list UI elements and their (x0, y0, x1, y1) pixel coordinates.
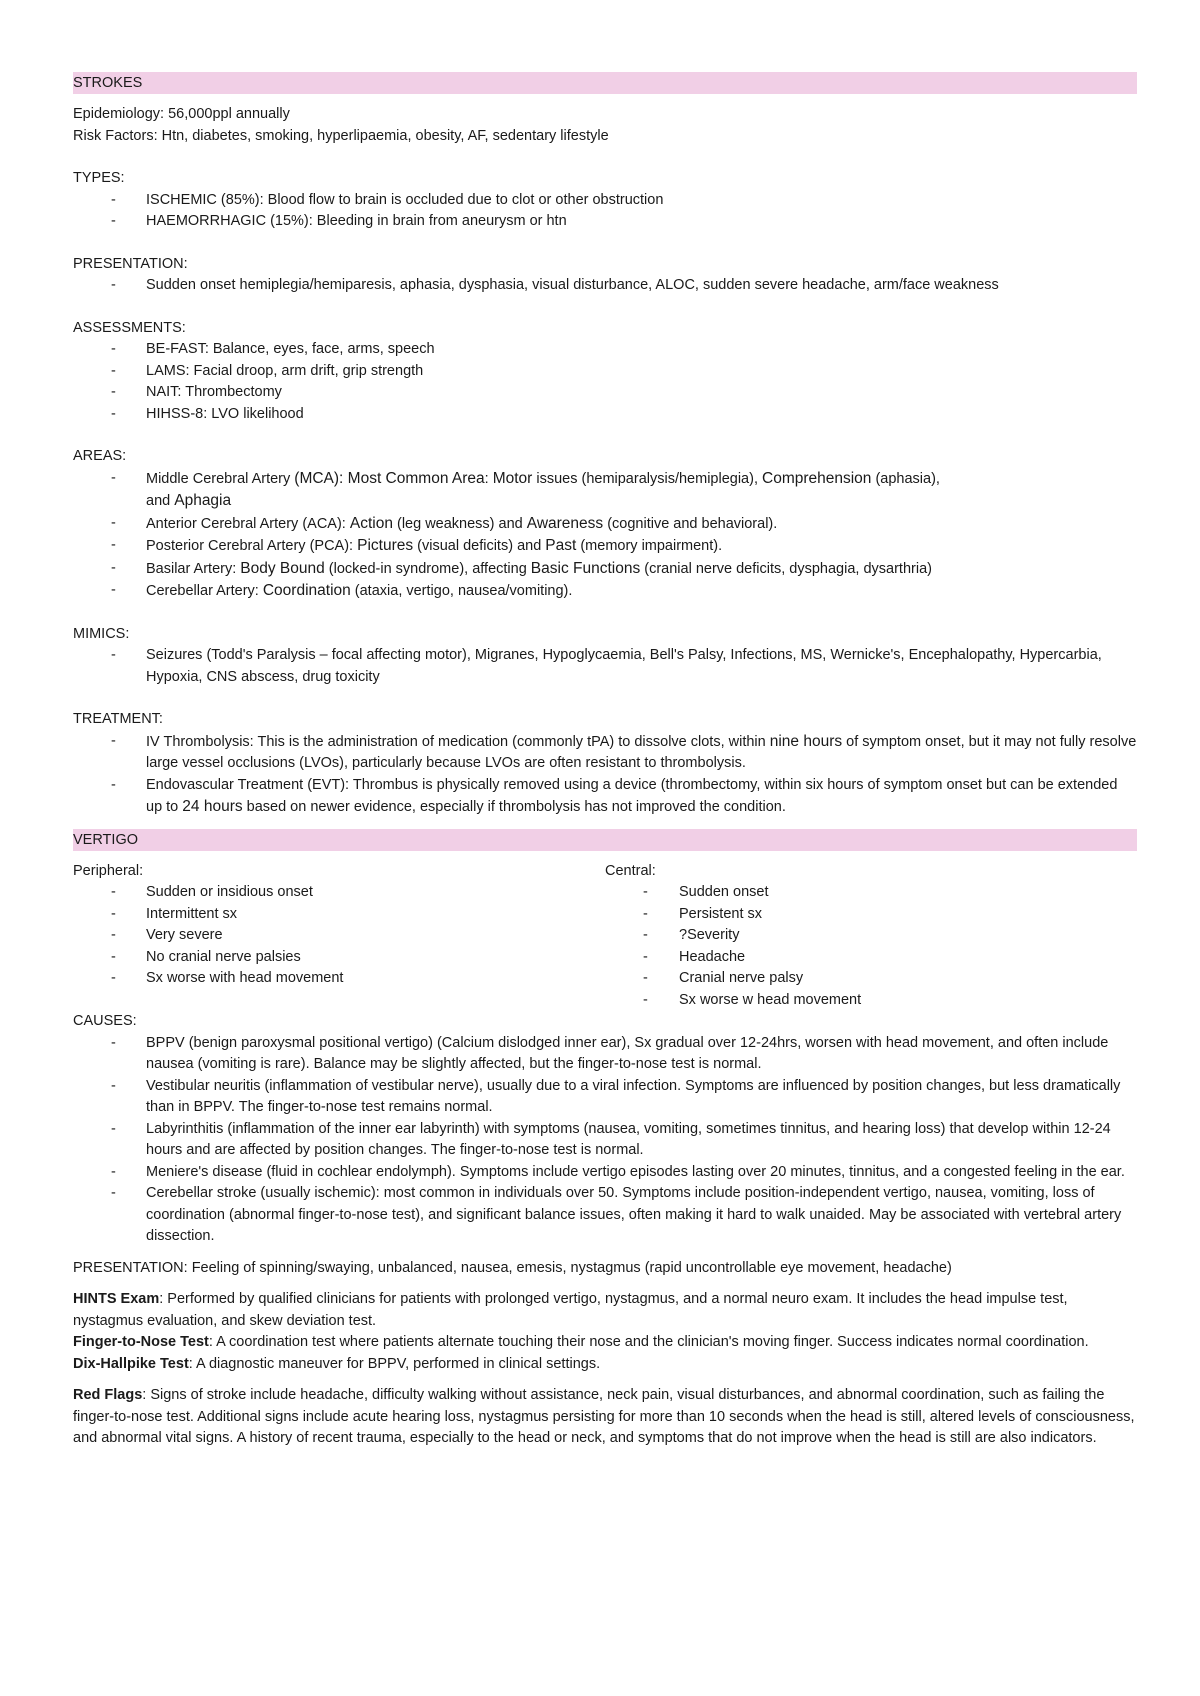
dix-label: Dix-Hallpike Test (73, 1355, 189, 1372)
vertigo-comparison (73, 861, 1137, 1012)
section-header-vertigo (73, 829, 1137, 851)
text-run: based on newer evidence, especially if thrombolysis has not improved the condition. (242, 799, 786, 815)
list-item: - BPPV (benign paroxysmal positional vertigo) (Calcium dislodged inner ear), Sx gradual over 12-24hrs, worsen with head movement, and often include nausea (vomiting is rare). Balance may be slightly affected, but the finger-to-nose test is normal. (73, 1033, 1137, 1076)
ftn-label: Finger-to-Nose Test (73, 1334, 209, 1350)
mimics-list (73, 645, 1137, 688)
list-item: - HAEMORRHAGIC (15%): Bleeding in brain from aneurysm or htn (73, 211, 1137, 233)
red-flags (73, 1385, 1137, 1450)
peripheral-list (73, 882, 605, 990)
treatment-list (73, 731, 1137, 819)
section-header-strokes (73, 72, 1137, 94)
list-item: - BE-FAST: Balance, eyes, face, arms, speech (73, 339, 1137, 361)
text-run: (visual deficits) and (413, 538, 546, 554)
section-title: VERTIGO (73, 831, 138, 848)
text-run: (MCA): Most Common Area (294, 469, 485, 487)
list-item: - ?Severity (605, 925, 1137, 947)
text-run: (cognitive and behavioral). (603, 515, 778, 532)
text-run: Cerebellar Artery: (146, 583, 263, 599)
text-run: Past (545, 537, 577, 554)
text-run: Anterior Cerebral Artery (ACA): (146, 515, 350, 532)
hints-label: HINTS Exam (73, 1291, 160, 1307)
text-run: issues (hemiparalysis/hemiplegia), (532, 470, 762, 487)
text-run: IV Thrombolysis: This is the administration of medication (commonly tPA) to dissolve clots, within (146, 733, 770, 750)
document-page (73, 72, 1137, 1450)
treatment-iv (73, 731, 1137, 775)
list-item: - Labyrinthitis (inflammation of the inner ear labyrinth) with symptoms (nausea, vomiting, sometimes tinnitus, and hearing loss) that develop within 12-24 hours and are affected by position changes. The finger-to-nose test is normal. (73, 1119, 1137, 1162)
mimics-heading: MIMICS: (73, 625, 130, 642)
list-item: - Seizures (Todd's Paralysis – focal affecting motor), Migranes, Hypoglycaemia, Bell's Palsy, Infections, MS, Wernicke's, Encephalopathy, Hypercarbia, Hypoxia, CNS abscess, drug toxicity (73, 645, 1137, 688)
assessments-heading: ASSESSMENTS: (73, 319, 186, 336)
treatment-evt (73, 775, 1137, 819)
types-heading: TYPES: (73, 170, 125, 186)
vertigo-presentation: PRESENTATION: Feeling of spinning/swaying, unbalanced, nausea, emesis, nystagmus (rapid uncontrollable eye movement, headache) (73, 1259, 952, 1276)
list-item: - Headache (605, 947, 1137, 969)
text-run: : (484, 470, 493, 487)
epidemiology-line: Epidemiology: 56,000ppl annually (73, 106, 290, 122)
presentation-list (73, 275, 1137, 297)
list-item: - No cranial nerve palsies (73, 947, 605, 969)
treatment-heading: TREATMENT: (73, 711, 163, 727)
list-item: - Persistent sx (605, 904, 1137, 926)
text-run: : Signs of stroke include headache, difficulty walking without assistance, neck pain, visual disturbances, and abnormal coordination, such as failing the finger-to-nose test. Additional signs include acute hearing loss, nystagmus persisting for more than 10 seconds when the head is still, altered levels of consciousness, and abnormal vital signs. A history of recent trauma, especially to the head or neck, and symptoms that do not improve when the head is still are also indicators. (73, 1387, 1135, 1446)
central-list (605, 882, 1137, 1011)
text-run: Body Bound (240, 559, 325, 577)
text-run: (memory impairment). (576, 538, 723, 554)
list-item: - Sx worse with head movement (73, 968, 605, 990)
text-run: : A diagnostic maneuver for BPPV, performed in clinical settings. (188, 1355, 601, 1372)
text-run: : Performed by qualified clinicians for patients with prolonged vertigo, nystagmus, and a normal neuro exam. It includes the head impulse test, nystagmus evaluation, and skew deviation test. (73, 1291, 1068, 1329)
text-run: Action (349, 514, 393, 532)
text-run: Posterior Cerebral Artery (PCA): (146, 538, 358, 554)
central-column (605, 861, 1137, 1012)
list-item: - Intermittent sx (73, 904, 605, 926)
text-run: (aphasia), (871, 470, 940, 487)
text-run: Pictures (357, 537, 414, 554)
text-run: Endovascular Treatment (EVT): Thrombus is physically removed using a device (thrombectomy, within six hours of symptom onset but can be extended up to (146, 776, 1118, 815)
text-run: Motor (492, 469, 533, 487)
text-run: and (146, 493, 175, 509)
list-item: - Sudden onset (605, 882, 1137, 904)
list-item: - Vestibular neuritis (inflammation of vestibular nerve), usually due to a viral infection. Symptoms are influenced by position changes, but less dramatically than in BPPV. The finger-to-nose test remains normal. (73, 1076, 1137, 1119)
finger-to-nose-test (73, 1332, 1137, 1354)
text-run: : A coordination test where patients alternate touching their nose and the clinician's moving finger. Success indicates normal coordination. (208, 1334, 1089, 1350)
list-item: - Sudden onset hemiplegia/hemiparesis, aphasia, dysphasia, visual disturbance, ALOC, sudden severe headache, arm/face weakness (73, 275, 1137, 297)
text-run: Aphagia (174, 492, 232, 509)
text-run: Coordination (262, 582, 351, 599)
assessments-list (73, 339, 1137, 425)
list-item: - Sx worse w head movement (605, 990, 1137, 1012)
text-run: 24 hours (182, 798, 243, 815)
text-run: Awareness (526, 514, 604, 532)
list-item: - HIHSS-8: LVO likelihood (73, 404, 1137, 426)
hints-exam (73, 1289, 1137, 1332)
areas-heading: AREAS: (73, 448, 127, 464)
area-aca (73, 513, 1137, 536)
dix-hallpike-test (73, 1354, 1137, 1376)
list-item: - LAMS: Facial droop, arm drift, grip strength (73, 361, 1137, 383)
text-run: Comprehension (762, 469, 872, 487)
causes-list (73, 1033, 1137, 1248)
list-item: - Meniere's disease (fluid in cochlear endolymph). Symptoms include vertigo episodes lasting over 20 minutes, tinnitus, and a congested feeling in the ear. (73, 1162, 1137, 1184)
list-item: - Very severe (73, 925, 605, 947)
types-list (73, 190, 1137, 233)
peripheral-heading: Peripheral: (73, 862, 144, 879)
text-run: Basic Functions (530, 559, 641, 577)
list-item: - Cranial nerve palsy (605, 968, 1137, 990)
area-pca (73, 535, 1137, 558)
central-heading: Central: (605, 862, 656, 879)
text-run: (locked-in syndrome), affecting (324, 560, 531, 577)
text-run: (cranial nerve deficits, dysphagia, dysarthria) (640, 560, 932, 577)
section-title: STROKES (73, 75, 143, 91)
text-run: of symptom onset, but it may not fully resolve large vessel occlusions (LVOs), particularly because LVOs are often resistant to thrombolysis. (146, 733, 1137, 771)
list-item: - Sudden or insidious onset (73, 882, 605, 904)
area-mca (73, 468, 1137, 513)
text-run: Middle Cerebral Artery (146, 470, 295, 487)
text-run: nine hours (769, 732, 843, 750)
text-run: (ataxia, vertigo, nausea/vomiting). (350, 583, 573, 599)
text-run: Basilar Artery: (146, 560, 241, 577)
presentation-heading: PRESENTATION: (73, 255, 188, 272)
area-basilar (73, 558, 1137, 581)
red-flags-label: Red Flags (73, 1387, 143, 1403)
risk-factors-line: Risk Factors: Htn, diabetes, smoking, hyperlipaemia, obesity, AF, sedentary lifestyle (73, 127, 609, 144)
list-item: - Cerebellar stroke (usually ischemic): most common in individuals over 50. Symptoms include position-independent vertigo, nausea, vomiting, loss of coordination (abnormal finger-to-nose test), and significant balance issues, often making it hard to walk unaided. May be associated with vertebral artery dissection. (73, 1183, 1137, 1248)
area-cerebellar (73, 580, 1137, 603)
list-item: - NAIT: Thrombectomy (73, 382, 1137, 404)
peripheral-column (73, 861, 605, 1012)
list-item: - ISCHEMIC (85%): Blood flow to brain is occluded due to clot or other obstruction (73, 190, 1137, 212)
areas-list (73, 468, 1137, 603)
text-run: (leg weakness) and (392, 515, 527, 532)
causes-heading: CAUSES: (73, 1013, 137, 1029)
